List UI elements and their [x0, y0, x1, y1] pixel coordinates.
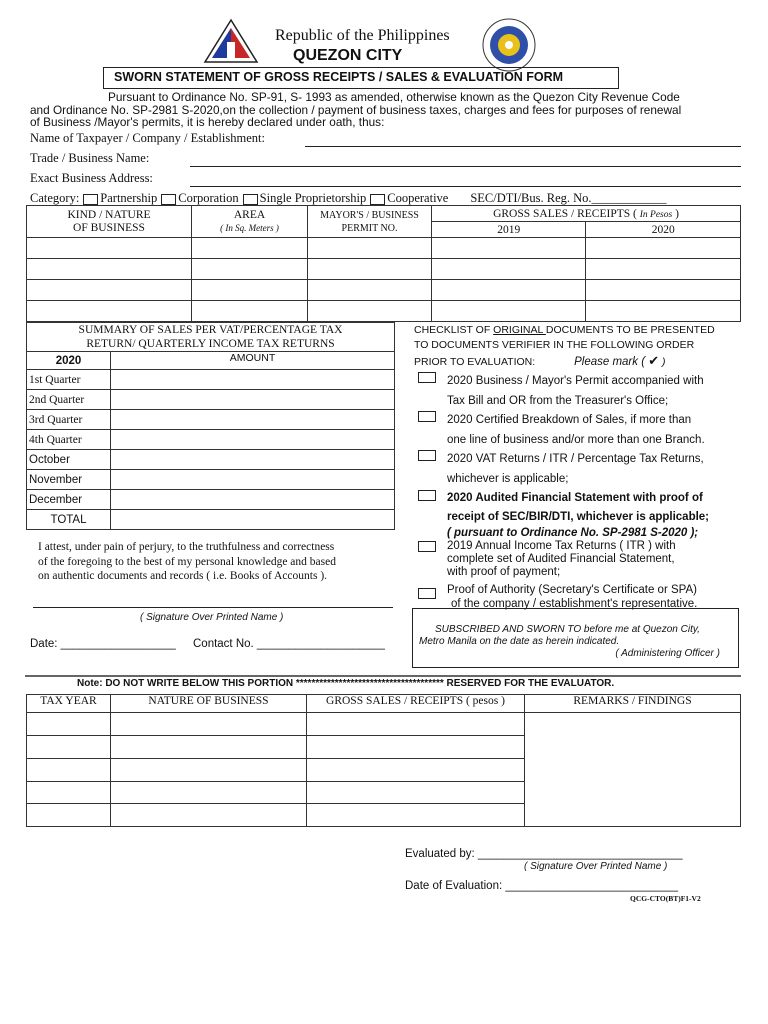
- cell[interactable]: [27, 713, 111, 736]
- date-field[interactable]: Date: __________________: [30, 638, 176, 650]
- cell[interactable]: [307, 713, 525, 736]
- cell[interactable]: [307, 782, 525, 804]
- amount-cell[interactable]: [111, 410, 395, 430]
- signature-line[interactable]: [33, 607, 393, 608]
- cooperative-label: Cooperative: [387, 191, 449, 205]
- taxpayer-name-field[interactable]: [305, 146, 741, 147]
- cell[interactable]: [432, 238, 586, 259]
- total-label: TOTAL: [27, 510, 111, 530]
- cell[interactable]: [586, 301, 741, 322]
- table-row: [27, 280, 741, 301]
- republic-label: Republic of the Philippines: [275, 27, 450, 44]
- amount-cell[interactable]: [111, 470, 395, 490]
- checklist-intro: CHECKLIST OF ORIGINAL DOCUMENTS TO BE PRESENTED TO DOCUMENTS VERIFIER IN THE FOLLOWING ORDER PRIOR TO EVALUATION: Please mark ( ✔ ): [414, 324, 715, 368]
- checklist-checkbox-6[interactable]: [418, 588, 436, 599]
- table-row: [27, 713, 741, 736]
- row-label: November: [27, 470, 111, 490]
- row-label: 4th Quarter: [27, 430, 111, 450]
- contact-field[interactable]: Contact No. ____________________: [193, 638, 385, 650]
- address-field[interactable]: [190, 186, 741, 187]
- amount-cell[interactable]: [111, 390, 395, 410]
- business-table: [26, 205, 741, 322]
- col-header-gross-sales: GROSS SALES / RECEIPTS ( In Pesos ): [432, 206, 741, 222]
- col-header-permit: MAYOR'S / BUSINESS PERMIT NO.: [308, 206, 432, 238]
- cell[interactable]: [308, 259, 432, 280]
- checklist-item-2: 2020 Certified Breakdown of Sales, if more than one line of business and/or more than one Branch.: [447, 414, 705, 446]
- city-logo-icon: [203, 18, 259, 64]
- col-header-2019: 2019: [432, 222, 586, 238]
- intro-line: Pursuant to Ordinance No. SP-91, S- 1993 as amended, otherwise known as the Quezon City Revenue Code: [108, 90, 680, 104]
- summary-year: 2020: [27, 352, 111, 370]
- checklist-item-6: Proof of Authority (Secretary's Certificate or SPA) of the company / establishment's representative.: [447, 584, 698, 610]
- summary-title: SUMMARY OF SALES PER VAT/PERCENTAGE TAX RETURN/ QUARTERLY INCOME TAX RETURNS: [27, 323, 395, 352]
- checklist-item-5: 2019 Annual Income Tax Returns ( ITR ) with complete set of Audited Financial Statement, with proof of payment;: [447, 540, 676, 578]
- evaluation-table: [26, 694, 741, 827]
- cell[interactable]: [432, 280, 586, 301]
- partnership-label: Partnership: [100, 191, 158, 205]
- corporation-label: Corporation: [178, 191, 239, 205]
- evaluated-by-field[interactable]: Evaluated by: ________________________________: [405, 848, 683, 860]
- cell[interactable]: [27, 280, 192, 301]
- partnership-checkbox[interactable]: [83, 194, 98, 205]
- table-row: [27, 259, 741, 280]
- cell[interactable]: [27, 804, 111, 827]
- checklist-item-1: 2020 Business / Mayor's Permit accompanied with Tax Bill and OR from the Treasurer's Office;: [447, 375, 704, 407]
- intro-line: of Business /Mayor's permits, it is hereby declared under oath, thus:: [30, 115, 385, 129]
- col-header-gross: GROSS SALES / RECEIPTS ( pesos ): [307, 695, 525, 713]
- col-header-tax-year: TAX YEAR: [27, 695, 111, 713]
- sworn-box: SUBSCRIBED AND SWORN TO before me at Quezon City, Metro Manila on the date as herein indicated. ( Administering Officer ): [412, 608, 739, 668]
- row-label: October: [27, 450, 111, 470]
- city-seal-icon: [482, 18, 536, 72]
- category-label: Category:: [30, 191, 80, 205]
- category-row: [30, 191, 667, 206]
- cell[interactable]: [111, 713, 307, 736]
- summary-table: [26, 322, 395, 530]
- intro-line: and Ordinance No. SP-2981 S-2020,on the collection / payment of business taxes, charges and fees for purposes of renewal: [30, 102, 682, 117]
- address-label: Exact Business Address:: [30, 171, 153, 185]
- intro-paragraph: [30, 91, 681, 129]
- cell[interactable]: [27, 782, 111, 804]
- evaluation-date-field[interactable]: Date of Evaluation: ___________________________: [405, 880, 679, 892]
- checkmark-icon: ✔: [648, 353, 660, 368]
- checklist-checkbox-1[interactable]: [418, 372, 436, 383]
- amount-cell[interactable]: [111, 490, 395, 510]
- cell[interactable]: [432, 259, 586, 280]
- row-label: 1st Quarter: [27, 370, 111, 390]
- amount-cell[interactable]: [111, 430, 395, 450]
- attestation-text: I attest, under pain of perjury, to the truthfulness and correctness of the foregoing to the best of my personal knowledge and based on authentic documents and records ( i.e. Books of Accounts ).: [38, 541, 336, 582]
- row-label: December: [27, 490, 111, 510]
- cell[interactable]: [192, 259, 308, 280]
- checklist-checkbox-4[interactable]: [418, 490, 436, 501]
- row-label: 2nd Quarter: [27, 390, 111, 410]
- cell[interactable]: [307, 759, 525, 782]
- checklist-checkbox-3[interactable]: [418, 450, 436, 461]
- summary-amount-header: AMOUNT: [111, 352, 395, 370]
- row-label: 3rd Quarter: [27, 410, 111, 430]
- cell[interactable]: [307, 804, 525, 827]
- cell[interactable]: [192, 280, 308, 301]
- cell[interactable]: [432, 301, 586, 322]
- col-header-remarks: REMARKS / FINDINGS: [525, 695, 741, 713]
- checklist-item-3: 2020 VAT Returns / ITR / Percentage Tax Returns, whichever is applicable;: [447, 453, 704, 485]
- table-row: [27, 238, 741, 259]
- reg-no-field[interactable]: SEC/DTI/Bus. Reg. No.____________: [470, 191, 667, 205]
- corporation-checkbox[interactable]: [161, 194, 176, 205]
- cell[interactable]: [586, 259, 741, 280]
- checklist-item-4: 2020 Audited Financial Statement with proof of receipt of SEC/BIR/DTI, whichever is applicable; ( pursuant to Ordinance No. SP-2981 S-2020 );: [447, 492, 710, 539]
- cell[interactable]: [111, 759, 307, 782]
- total-cell[interactable]: [111, 510, 395, 530]
- cell[interactable]: [192, 238, 308, 259]
- signature-label: ( Signature Over Printed Name ): [140, 612, 284, 623]
- divider: [25, 675, 741, 677]
- cell[interactable]: [308, 238, 432, 259]
- cell[interactable]: [111, 782, 307, 804]
- cell[interactable]: [308, 280, 432, 301]
- trade-name-label: Trade / Business Name:: [30, 151, 150, 165]
- checklist-checkbox-2[interactable]: [418, 411, 436, 422]
- cell[interactable]: [27, 259, 192, 280]
- cooperative-checkbox[interactable]: [370, 194, 385, 205]
- table-row: [27, 301, 741, 322]
- checklist-checkbox-5[interactable]: [418, 541, 436, 552]
- trade-name-field[interactable]: [190, 166, 741, 167]
- col-header-area: AREA ( In Sq. Meters ): [192, 206, 308, 238]
- cell[interactable]: [111, 804, 307, 827]
- evaluator-note: Note: DO NOT WRITE BELOW THIS PORTION ************************************** RESERVED FOR THE EVALUATOR.: [77, 678, 615, 689]
- cell[interactable]: [27, 301, 192, 322]
- single-proprietorship-checkbox[interactable]: [243, 194, 258, 205]
- single-proprietorship-label: Single Proprietorship: [259, 191, 367, 205]
- cell[interactable]: [27, 238, 192, 259]
- col-header-nature: NATURE OF BUSINESS: [111, 695, 307, 713]
- form-title: SWORN STATEMENT OF GROSS RECEIPTS / SALES & EVALUATION FORM: [103, 67, 619, 89]
- form-code: QCG-CTO(BT)F1-V2: [630, 894, 701, 903]
- cell[interactable]: [192, 301, 308, 322]
- remarks-cell[interactable]: [525, 713, 741, 827]
- city-label: QUEZON CITY: [293, 47, 403, 64]
- evaluator-signature-label: ( Signature Over Printed Name ): [524, 861, 668, 872]
- col-header-kind: KIND / NATURE OF BUSINESS: [27, 206, 192, 238]
- amount-cell[interactable]: [111, 450, 395, 470]
- amount-cell[interactable]: [111, 370, 395, 390]
- cell[interactable]: [111, 736, 307, 759]
- cell[interactable]: [27, 736, 111, 759]
- cell[interactable]: [307, 736, 525, 759]
- cell[interactable]: [586, 280, 741, 301]
- col-header-2020: 2020: [586, 222, 741, 238]
- cell[interactable]: [586, 238, 741, 259]
- taxpayer-name-label: Name of Taxpayer / Company / Establishment:: [30, 131, 265, 145]
- cell[interactable]: [27, 759, 111, 782]
- cell[interactable]: [308, 301, 432, 322]
